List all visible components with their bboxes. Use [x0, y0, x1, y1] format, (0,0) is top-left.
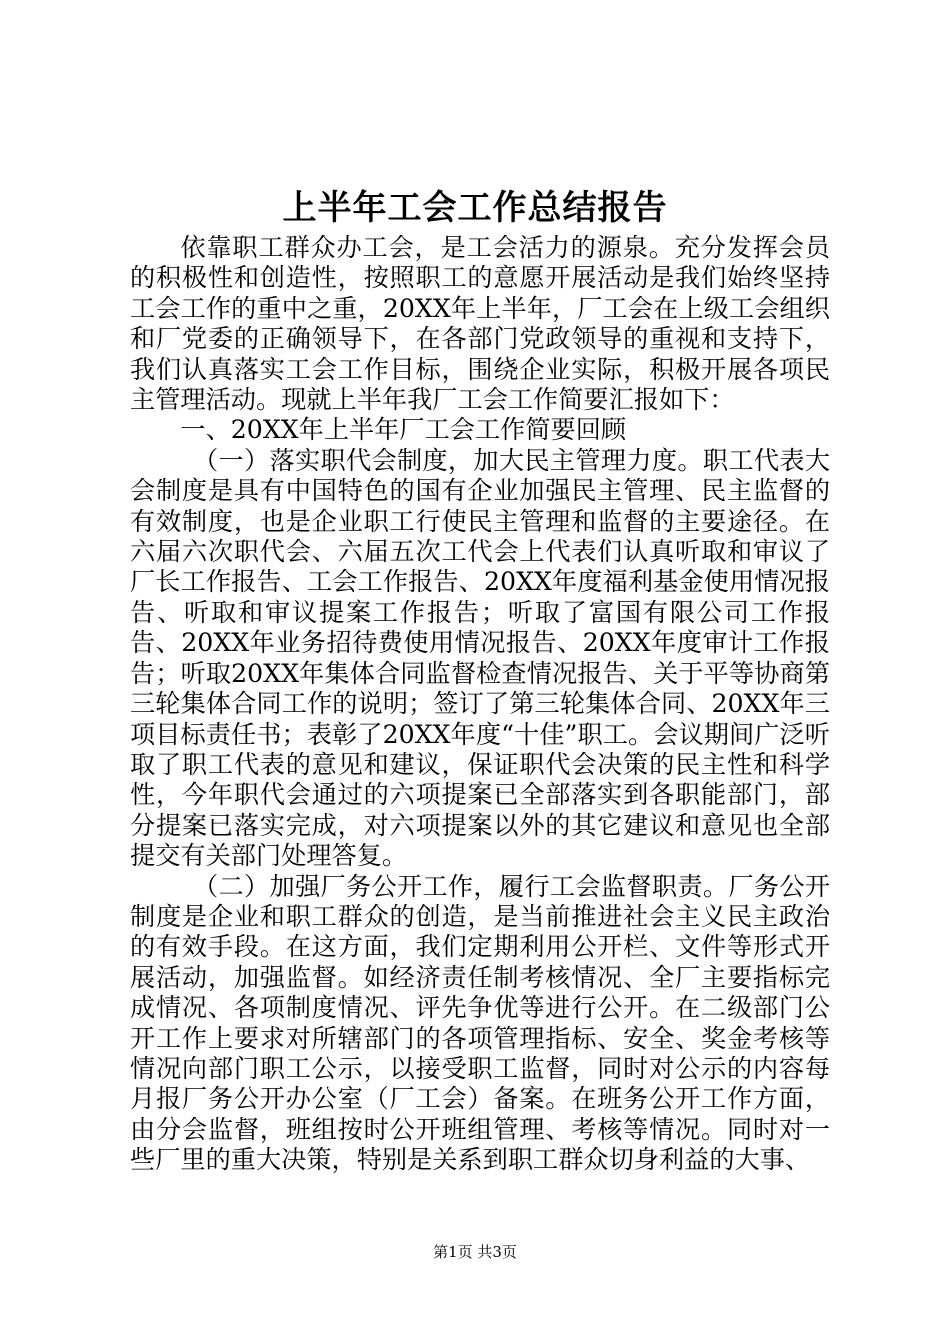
document-body: [130, 233, 830, 1176]
page-title: 上半年工会工作总结报告: [282, 188, 668, 228]
page-footer: 第1页 共3页: [433, 1243, 517, 1261]
subsection-paragraph-1: （一）落实职代会制度，加大民主管理力度。职工代表大会制度是具有中国特色的国有企业加强民主管理、民主监督的有效制度，也是企业职工行使民主管理和监督的主要途径。在六届六次职代会、六届五次工代会上代表们认真听取和审议了厂长工作报告、工会工作报告、20XX年度福利基金使用情况报告、听取和审议提案工作报告；听取了富国有限公司工作报告、20XX年业务招待费使用情况报告、20XX年度审计工作报告；听取20XX年集体合同监督检查情况报告、关于平等协商第三轮集体合同工作的说明；签订了第三轮集体合同、20XX年三项目标责任书；表彰了20XX年度“十佳”职工。会议期间广泛听取了职工代表的意见和建议，保证职代会决策的民主性和科学性，今年职代会通过的六项提案已全部落实到各职能部门，部分提案已落实完成，对六项提案以外的其它建议和意见也全部提交有关部门处理答复。: [130, 445, 830, 871]
subsection-paragraph-2: （二）加强厂务公开工作，履行工会监督职责。厂务公开制度是企业和职工群众的创造，是当前推进社会主义民主政治的有效手段。在这方面，我们定期利用公开栏、文件等形式开展活动，加强监督。如经济责任制考核情况、全厂主要指标完成情况、各项制度情况、评先争优等进行公开。在二级部门公开工作上要求对所辖部门的各项管理指标、安全、奖金考核等情况向部门职工公示，以接受职工监督，同时对公示的内容每月报厂务公开办公室（厂工会）备案。在班务公开工作方面，由分会监督，班组按时公开班组管理、考核等情况。同时对一些厂里的重大决策，特别是关系到职工群众切身利益的大事、: [130, 871, 830, 1175]
section-heading: 一、20XX年上半年厂工会工作简要回顾: [180, 415, 627, 445]
intro-paragraph: 依靠职工群众办工会，是工会活力的源泉。充分发挥会员的积极性和创造性，按照职工的意愿开展活动是我们始终坚持工会工作的重中之重，20XX年上半年，厂工会在上级工会组织和厂党委的正确领导下，在各部门党政领导的重视和支持下，我们认真落实工会工作目标，围绕企业实际，积极开展各项民主管理活动。现就上半年我厂工会工作简要汇报如下：: [130, 233, 830, 415]
